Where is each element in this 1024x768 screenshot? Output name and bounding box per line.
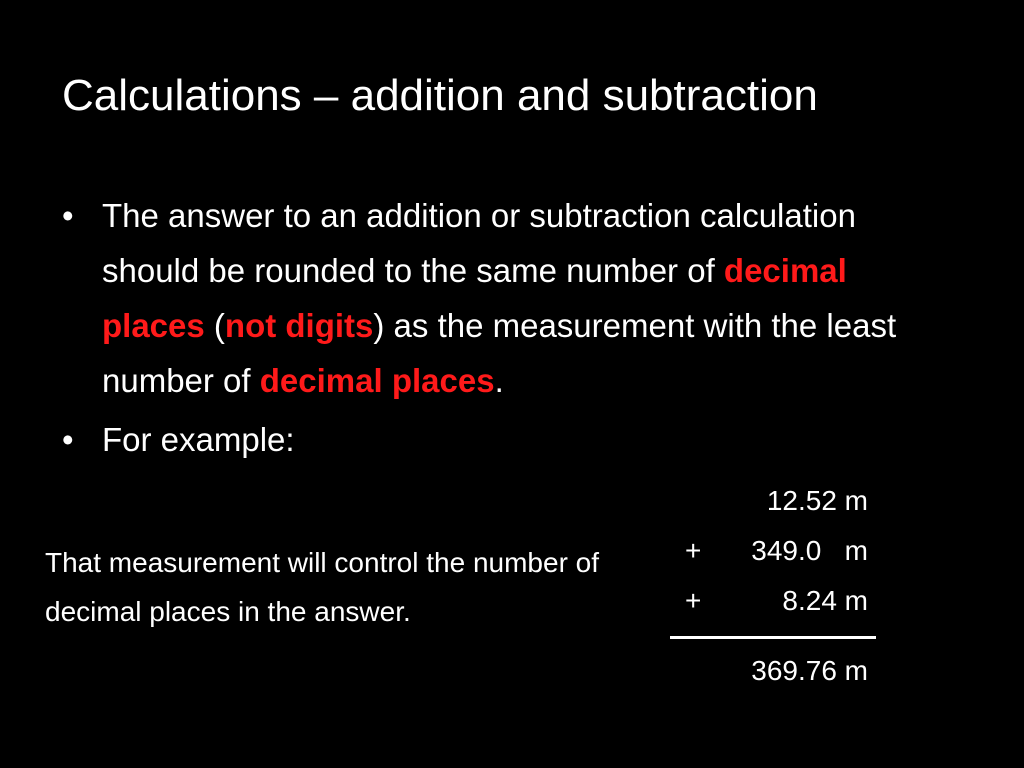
result-value: 369.76 m bbox=[751, 655, 868, 686]
bullet-dot-icon: • bbox=[62, 197, 74, 234]
bullet-item bbox=[60, 188, 940, 408]
emphasis-decimal-places: decimal places bbox=[102, 252, 847, 344]
bullet-dot-icon: • bbox=[62, 421, 74, 458]
addend-value: 349.0 m bbox=[751, 535, 868, 566]
addend-row bbox=[660, 530, 868, 572]
bullet-text bbox=[102, 197, 896, 399]
emphasis-decimal-places: decimal places bbox=[259, 362, 495, 399]
result-row bbox=[660, 650, 868, 692]
bullet-item bbox=[60, 412, 940, 467]
addend-value: 8.24 m bbox=[782, 585, 868, 616]
bullet-text: For example: bbox=[102, 421, 295, 458]
addend-row bbox=[660, 480, 868, 522]
emphasis-not-digits: not digits bbox=[224, 307, 374, 344]
text-segment: . bbox=[494, 362, 504, 399]
text-segment: The answer to an addition or subtraction calculation should be rounded to the same number of bbox=[102, 197, 856, 289]
sum-divider bbox=[670, 636, 876, 639]
text-segment: ) as the measurement with the least number of bbox=[102, 307, 897, 399]
slide-title: Calculations – addition and subtraction bbox=[62, 71, 818, 120]
plus-operator: + bbox=[685, 535, 702, 566]
explanation-note: That measurement will control the number of decimal places in the answer. bbox=[45, 547, 600, 627]
bullet-list bbox=[60, 188, 940, 471]
plus-operator: + bbox=[685, 585, 702, 616]
text-segment: ( bbox=[204, 307, 225, 344]
addend-value: 12.52 m bbox=[766, 485, 868, 516]
addend-row bbox=[660, 580, 868, 622]
